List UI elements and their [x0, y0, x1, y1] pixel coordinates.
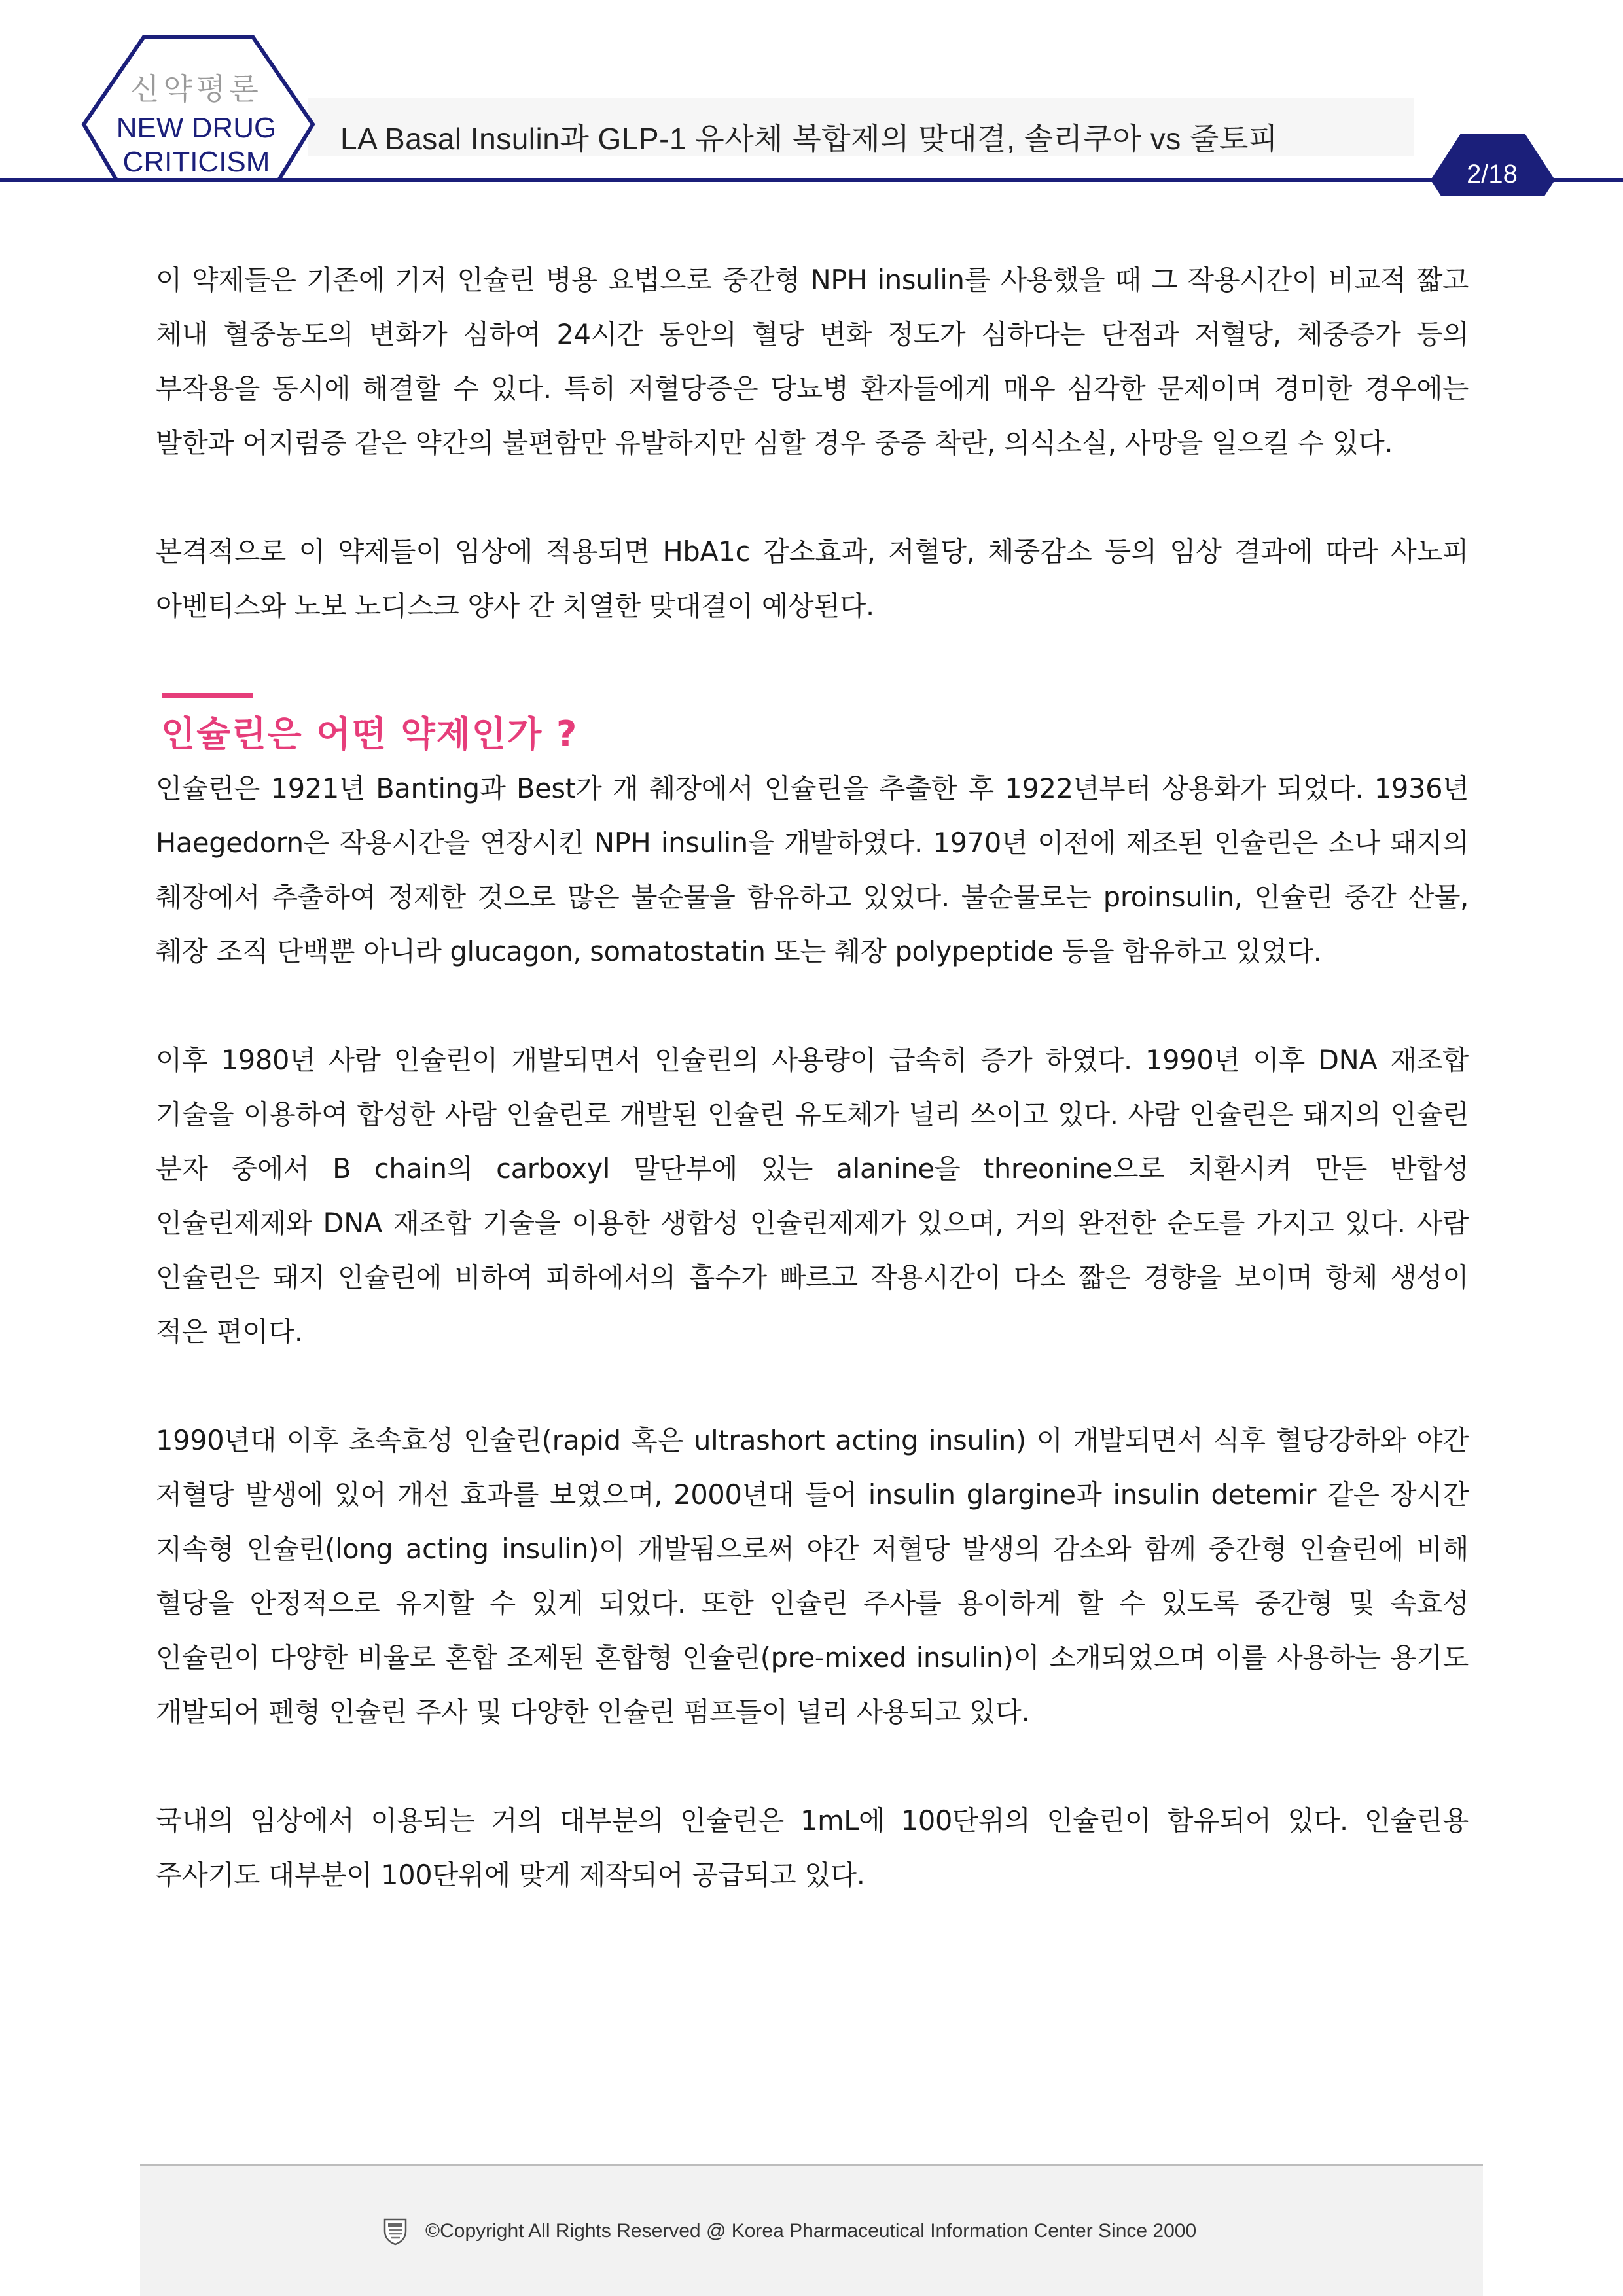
document-title: LA Basal Insulin과 GLP-1 유사체 복합제의 맞대결, 솔리쿠아 vs 줄토피	[340, 122, 1278, 156]
paragraph-spacer	[156, 470, 1469, 524]
brand-english-line2: CRITICISM	[122, 146, 270, 178]
body-paragraph-2: 이후 1980년 사람 인슐린이 개발되면서 인슐린의 사용량이 급속히 증가 하였다. 1990년 이후 DNA 재조합 기술을 이용하여 합성한 사람 인슐린로 개발된 인슐린 유도체가 널리 쓰이고 있다. 사람 인슐린은 돼지의 인슐린 분자 중에서 B chain의 carboxyl 말단부에 있는 alanine을 threonine으로 치환시켜 만든 반합성 인슐린제제와 DNA 재조합 기술을 이용한 생합성 인슐린제제가 있으며, 거의 완전한 순도를 가지고 있다. 사람 인슐린은 돼지 인슐린에 비하여 피하에서의 흡수가 빠르고 작용시간이 다소 짧은 경향을 보이며 항체 생성이 적은 편이다.	[156, 1044, 1469, 1348]
page-number: 2/18	[1467, 160, 1518, 188]
paragraph-spacer	[156, 1359, 1469, 1413]
paragraph-spacer	[156, 978, 1469, 1033]
footer-content	[382, 2217, 1196, 2246]
shield-crest-icon	[382, 2217, 408, 2246]
section-heading	[156, 693, 1469, 761]
main-content	[156, 253, 1469, 1902]
copyright-text: ©Copyright All Rights Reserved @ Korea Pharmaceutical Information Center Since 2000	[425, 2220, 1197, 2242]
page-footer	[140, 2166, 1483, 2296]
intro-paragraph-2: 본격적으로 이 약제들이 임상에 적용되면 HbA1c 감소효과, 저혈당, 체중감소 등의 임상 결과에 따라 사노피 아벤티스와 노보 노디스크 양사 간 치열한 맞대결이 예상된다.	[156, 535, 1469, 622]
body-paragraph-4: 국내의 임상에서 이용되는 거의 대부분의 인슐린은 1mL에 100단위의 인슐린이 함유되어 있다. 인슐린용 주사기도 대부분이 100단위에 맞게 제작되어 공급되고 있다.	[156, 1804, 1469, 1891]
section-title: 인슐린은 어떤 약제인가 ?	[161, 713, 579, 755]
section-accent-bar	[162, 693, 253, 698]
intro-paragraph-1: 이 약제들은 기존에 기저 인슐린 병용 요법으로 중간형 NPH insulin를 사용했을 때 그 작용시간이 비교적 짧고 체내 혈중농도의 변화가 심하여 24시간 동안의 혈당 변화 정도가 심하다는 단점과 저혈당, 체중증가 등의 부작용을 동시에 해결할 수 있다. 특히 저혈당증은 당뇨병 환자들에게 매우 심각한 문제이며 경미한 경우에는 발한과 어지럼증 같은 약간의 불편함만 유발하지만 심할 경우 중증 착란, 의식소실, 사망을 일으킬 수 있다.	[156, 264, 1469, 459]
brand-english-line1: NEW DRUG	[116, 112, 277, 144]
paragraph-spacer	[156, 1739, 1469, 1793]
brand-korean: 신약평론	[130, 72, 262, 106]
brand-english	[85, 111, 308, 179]
page-header	[0, 0, 1623, 196]
body-paragraph-3: 1990년대 이후 초속효성 인슐린(rapid 혹은 ultrashort acting insulin) 이 개발되면서 식후 혈당강하와 야간 저혈당 발생에 있어 개선 효과를 보였으며, 2000년대 들어 insulin glargine과 insulin detemir 같은 장시간 지속형 인슐린(long acting insulin)이 개발됨으로써 야간 저혈당 발생의 감소와 함께 중간형 인슐린에 비해 혈당을 안정적으로 유지할 수 있게 되었다. 또한 인슐린 주사를 용이하게 할 수 있도록 중간형 및 속효성 인슐린이 다양한 비율로 혼합 조제된 혼합형 인슐린(pre-mixed insulin)이 소개되었으며 이를 사용하는 용기도 개발되어 펜형 인슐린 주사 및 다양한 인슐린 펌프들이 널리 사용되고 있다.	[156, 1424, 1469, 1728]
body-paragraph-1: 인슐린은 1921년 Banting과 Best가 개 췌장에서 인슐린을 추출한 후 1922년부터 상용화가 되었다. 1936년 Haegedorn은 작용시간을 연장시킨 NPH insulin을 개발하였다. 1970년 이전에 제조된 인슐린은 소나 돼지의 췌장에서 추출하여 정제한 것으로 많은 불순물을 함유하고 있었다. 불순물로는 proinsulin, 인슐린 중간 산물, 췌장 조직 단백뿐 아니라 glucagon, somatostatin 또는 췌장 polypeptide 등을 함유하고 있었다.	[156, 772, 1469, 967]
